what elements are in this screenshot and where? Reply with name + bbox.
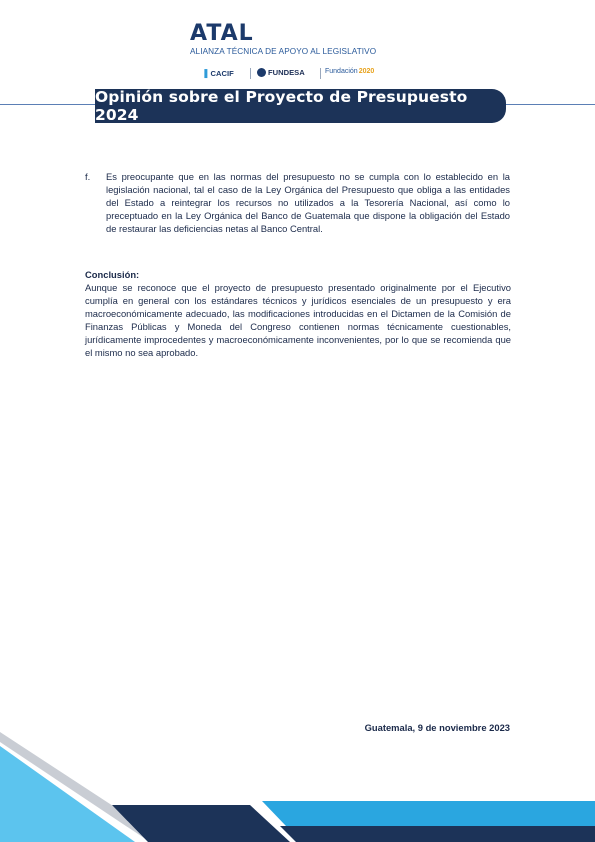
brand-name: ATAL [190, 21, 254, 46]
page-title: Opinión sobre el Proyecto de Presupuesto 2024 [95, 88, 468, 124]
fundacion-label: Fundación [325, 68, 358, 75]
brand-subtitle: ALIANZA TÉCNICA DE APOYO AL LEGISLATIVO [190, 47, 377, 56]
footer-navy-band-right [280, 826, 595, 842]
cacif-label: CACIF [210, 69, 234, 78]
cacif-icon: ❚ [202, 68, 210, 78]
fundacion-number: 2020 [358, 68, 375, 75]
footer-light-blue-band [0, 746, 135, 842]
fundesa-label: FUNDESA [268, 68, 305, 77]
footer-navy-band [112, 805, 290, 842]
list-item-text: Es preocupante que en las normas del presupuesto no se cumpla con lo establecido en la legislación nacional, tal el caso de la Ley Orgánica del Presupuesto que obliga a las entidades del Estado a reintegrar los recursos no utilizados a la Tesorería Nacional, así como lo preceptuado en la Ley Orgánica del Banco de Guatemala que dispone la obligación del Estado de restaurar las deficiencias netas al Banco Central. [106, 171, 510, 234]
conclusion-heading: Conclusión: [85, 269, 140, 280]
document-date: Guatemala, 9 de noviembre 2023 [364, 722, 510, 733]
footer-cyan-band [262, 801, 595, 826]
list-marker: f. [85, 171, 91, 182]
conclusion-text: Aunque se reconoce que el proyecto de presupuesto presentado originalmente por el Ejecutivo cumplía en general con los estándares técnicos y jurídicos esenciales de un presupuesto y era macroeconómicamente adecuado, las modificaciones introducidas en el Dictamen de la Comisión de Finanzas Públicas y Moneda del Congreso contienen normas técnicamente cuestionables, jurídicamente improcedentes y macroeconómicamente inconvenientes, por lo que se recomienda que el mismo no sea aprobado. [85, 282, 511, 358]
